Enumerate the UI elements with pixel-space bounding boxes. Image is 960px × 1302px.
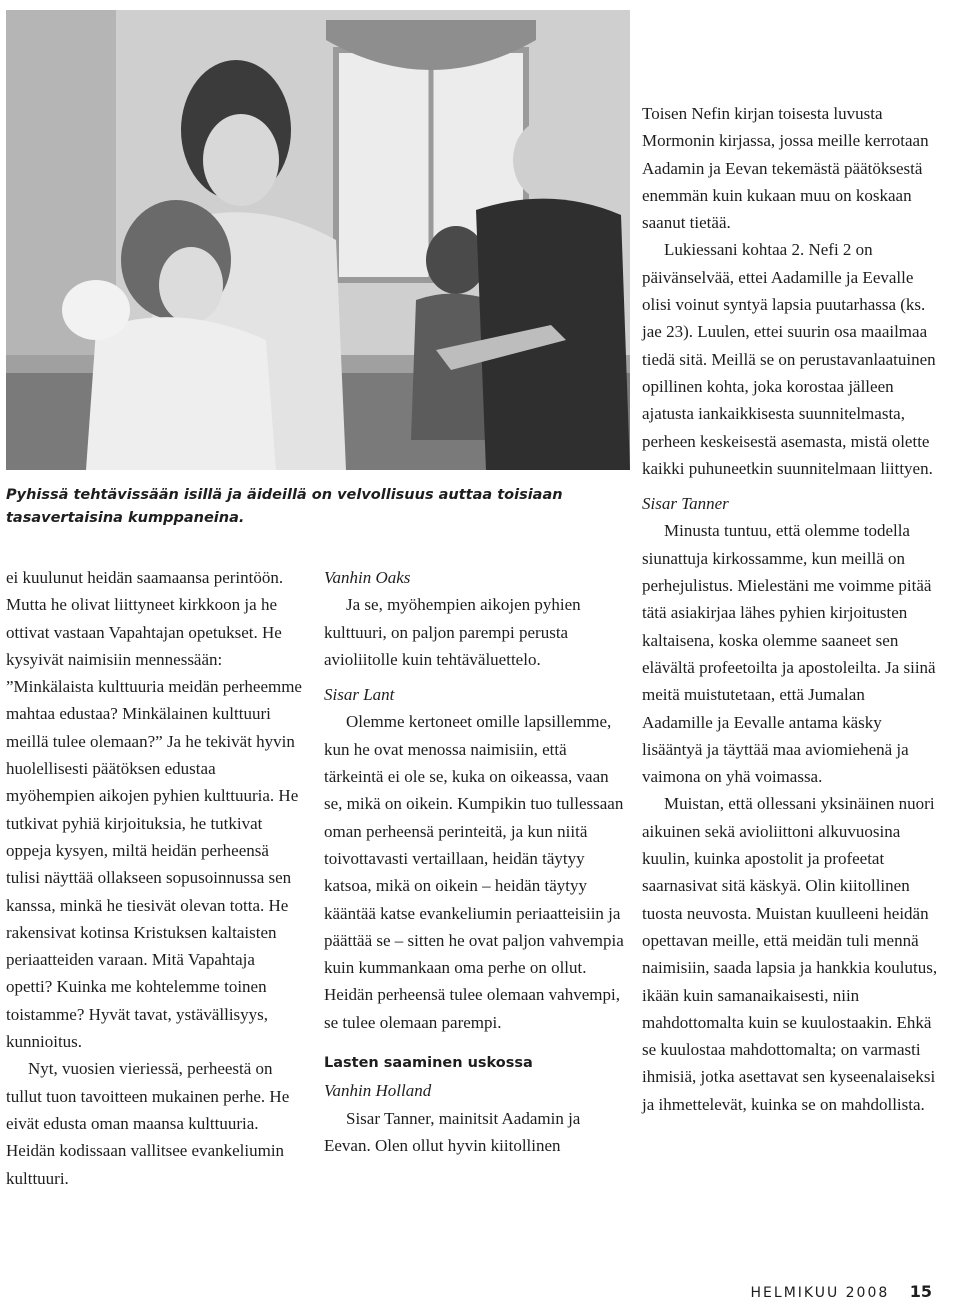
paragraph: ei kuulunut heidän saamaansa perintöön. Mutta he olivat liittyneet kirkkoon ja he ottivat vastaan Vapahtajan opetukset. He kysyivät naimisiin mennessään: ”Minkälaista kulttuuria meidän perheemme mahtaa edustaa? Minkälainen kulttuuri meillä tulee olemaan?” Ja he tekivät hyvin huolellisesti päätöksen edustaa myöhempien aikojen pyhien kulttuuria. He tutkivat pyhiä kirjoituksia, he tutkivat oppeja kysyen, miltä heidän perheensä tulisi näyttää ollakseen sopusoinnussa sen kanssa, minkä he tiesivät olevan totta. He rakensivat kotinsa Kristuksen kaltaisten periaatteiden varaan. Mitä Vapahtaja opetti? Kuinka me kohtelemme toinen toistamme? Hyvät tavat, ystävällisyys, kunnioitus. <box>6 568 302 1052</box>
page-footer <box>751 1282 932 1301</box>
speaker-name: Vanhin Oaks <box>324 568 411 587</box>
paragraph: Ja se, myöhempien aikojen pyhien kulttuuri, on paljon parempi perusta avioliitolle kuin tehtäväluettelo. <box>324 595 581 669</box>
paragraph: Minusta tuntuu, että olemme todella siunattuja kirkossamme, kun meillä on perhejulistus. Mielestäni me voimme pitää tätä asiakirjaa lähes pyhien kirjoitusten kaltaisena, koska olemme saaneet sen elävältä profeetoilta ja apostoleilta. Ja siinä meitä muistutetaan, että Jumalan Aadamille ja Eevalle antama käsky lisääntyä ja täyttää maa aviomiehenä ja vaimona on yhä voimassa. <box>642 521 936 787</box>
paragraph: Lukiessani kohtaa 2. Nefi 2 on päivänselvää, ettei Aadamille ja Eevalle olisi voinut syntyä lapsia puutarhassa (ks. jae 23). Luulen, ettei suurin osa maailmaa tiedä sitä. Meillä se on perustavanlaatuinen opillinen kohta, joka korostaa jälleen ajatusta iankaikkisesta suunnitelmasta, perheen keskeisestä asemasta, mistä olette kaikki puhuneetkin suunnitelmaan liittyen. <box>642 240 936 478</box>
page-number: 15 <box>909 1282 932 1301</box>
paragraph: Nyt, vuosien vieriessä, perheestä on tullut tuon tavoitteen mukainen perhe. He eivät edusta oman maansa kulttuuria. Heidän kodissaan vallitsee evankeliumin kulttuuri. <box>6 1059 290 1188</box>
family-photo-illustration <box>6 10 630 470</box>
speaker-name: Sisar Lant <box>324 685 395 705</box>
paragraph: Olemme kertoneet omille lapsillemme, kun he ovat menossa naimisiin, että tärkeintä ei ole se, kuka on oikeassa, vaan se, mikä on oikein. Kumpikin tuo tullessaan oman perheensä perinteitä, ja kun niitä toivottavasti vertaillaan, heidän täytyy katsoa, mikä on oikein – heidän täytyy kääntää katse evankeliumin periaatteisiin ja päättää se – sitten he ovat paljon vahvempia kuin kummankaan oma perhe on ollut. Heidän perheensä tulee olemaan vahvempi, se tulee olemaan parempi. <box>324 712 624 1032</box>
article-column-2 <box>324 564 624 1159</box>
article-column-3 <box>642 100 938 1118</box>
photo-caption: Pyhissä tehtävissään isillä ja äideillä on velvollisuus auttaa toisiaan tasavertaisina kumppaneina. <box>6 487 563 526</box>
paragraph: Muistan, että ollessani yksinäinen nuori aikuinen sekä avioliittoni alkuvuosina kuulin, kuinka apostolit ja profeetat saarnasivat sitä käskyä. Olin kiitollinen tuosta neuvosta. Muistan kuulleeni heidän opettavan meille, että meidän tuli mennä naimisiin, saada lapsia ja hankkia koulutus, ikään kuin samanaikaisesti, niin mahdottomalta kuin se kuulostaakin. Ehkä se kuulostaa mahdottomalta; on varmasti ihmisiä, jotka asettavat sen kyseenalaiseksi ja ihmettelevät, kuinka se on mahdollista. <box>642 794 938 1114</box>
speaker-name: Sisar Tanner <box>642 494 729 514</box>
paragraph: Toisen Nefin kirjan toisesta luvusta Mormonin kirjassa, jossa meille kerrotaan Aadamin ja Eevan tekemästä päätöksestä enemmän kuin kukaan muu on koskaan saanut tietää. <box>642 104 929 233</box>
issue-label: HELMIKUU 2008 <box>750 1285 890 1301</box>
speaker-name: Vanhin Holland <box>324 1081 432 1101</box>
paragraph: Sisar Tanner, mainitsit Aadamin ja Eevan. Olen ollut hyvin kiitollinen <box>324 1108 581 1155</box>
section-heading: Lasten saaminen uskossa <box>324 1055 533 1072</box>
article-column-1 <box>6 564 302 1192</box>
family-photo <box>6 10 630 470</box>
